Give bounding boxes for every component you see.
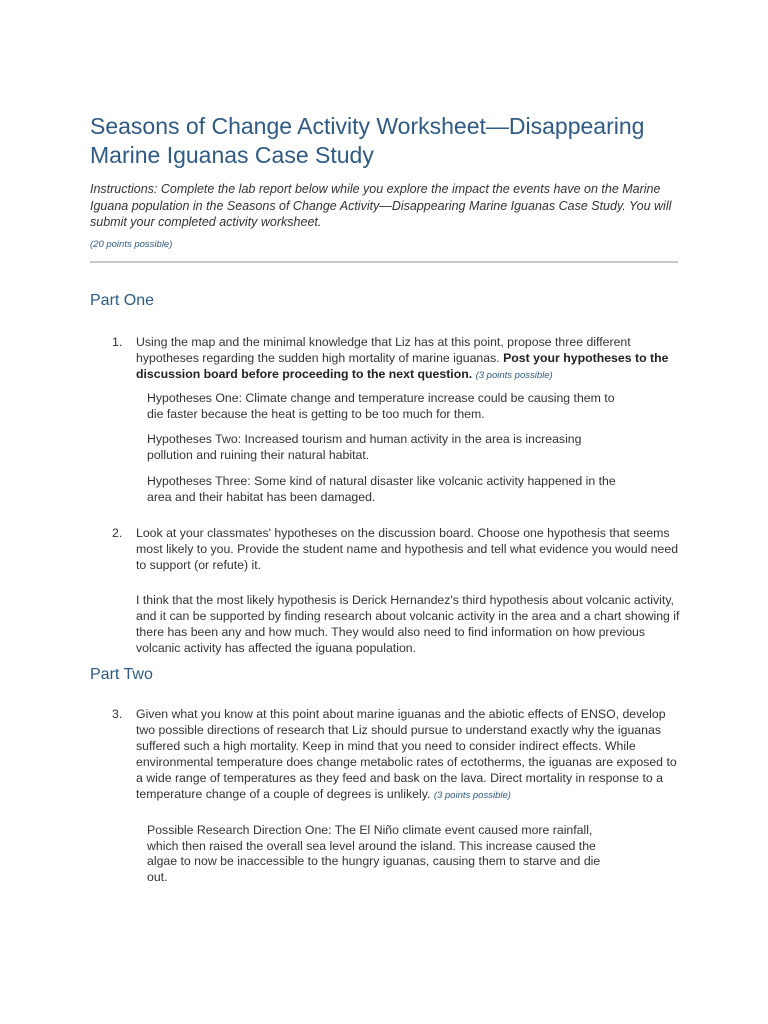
question-text: Look at your classmates' hypotheses on the discussion board. Choose one hypothesis that seems most likely to you. Provide the student name and hypothesis and tell what evidence you would need to support (or refute) it. — [136, 526, 679, 572]
question-number: 3. — [112, 707, 123, 721]
question-number: 1. — [112, 335, 123, 349]
question-number: 2. — [112, 526, 123, 540]
part-one-heading: Part One — [90, 292, 155, 309]
question-2-answer: I think that the most likely hypothesis is Derick Hernandez's third hypothesis about volcanic activity, and it can be supported by finding research about volcanic activity in the area and a chart showing if there has been any and how much. They would also need to find information on how previous volcanic activity has affected the iguana population. — [136, 593, 680, 655]
question-points: (3 points possible) — [475, 370, 553, 381]
question-text: Using the map and the minimal knowledge that Liz has at this point, propose three different hypotheses regarding the sudden high mortality of marine iguanas. Post your hypotheses to the discussion board before proceeding to the next question. (3 points possible) — [136, 335, 669, 381]
question-bold-instruction: Post your hypotheses to the discussion board before proceeding to the next question. — [136, 351, 669, 381]
hypothesis-one: Hypotheses One: Climate change and temperature increase could be causing them to die faster because the heat is getting to be too much for them. — [147, 391, 615, 421]
section-divider — [90, 261, 678, 263]
hypothesis-two: Hypotheses Two: Increased tourism and human activity in the area is increasing pollution and ruining their natural habitat. — [147, 432, 582, 462]
question-text: Given what you know at this point about marine iguanas and the abiotic effects of ENSO, develop two possible directions of research that Liz should pursue to understand exactly why the iguanas suffered such a high mortality. Keep in mind that you need to consider indirect effects. While environmental temperature does change metabolic rates of ectotherms, the iguanas are exposed to a wide range of temperatures as they feed and bask on the lava. Direct mortality in response to a temperature change of a couple of degrees is unlikely. (3 points possible) — [136, 707, 677, 801]
total-points-note: (20 points possible) — [90, 239, 173, 250]
research-direction-one: Possible Research Direction One: The El Niño climate event caused more rainfall, which then raised the overall sea level around the island. This increase caused the algae to now be inaccessible to the hungry iguanas, causing them to starve and die out. — [147, 823, 601, 884]
part-two-heading: Part Two — [90, 666, 153, 683]
hypothesis-three: Hypotheses Three: Some kind of natural disaster like volcanic activity happened in the area and their habitat has been damaged. — [147, 474, 616, 504]
page-title: Seasons of Change Activity Worksheet—Disappearing Marine Iguanas Case Study — [90, 113, 645, 168]
question-points: (3 points possible) — [433, 790, 511, 801]
instructions-text: Instructions: Complete the lab report below while you explore the impact the events have on the Marine Iguana population in the Seasons of Change Activity—Disappearing Marine Iguanas Case Study. You will submit your completed activity worksheet. — [90, 182, 672, 229]
